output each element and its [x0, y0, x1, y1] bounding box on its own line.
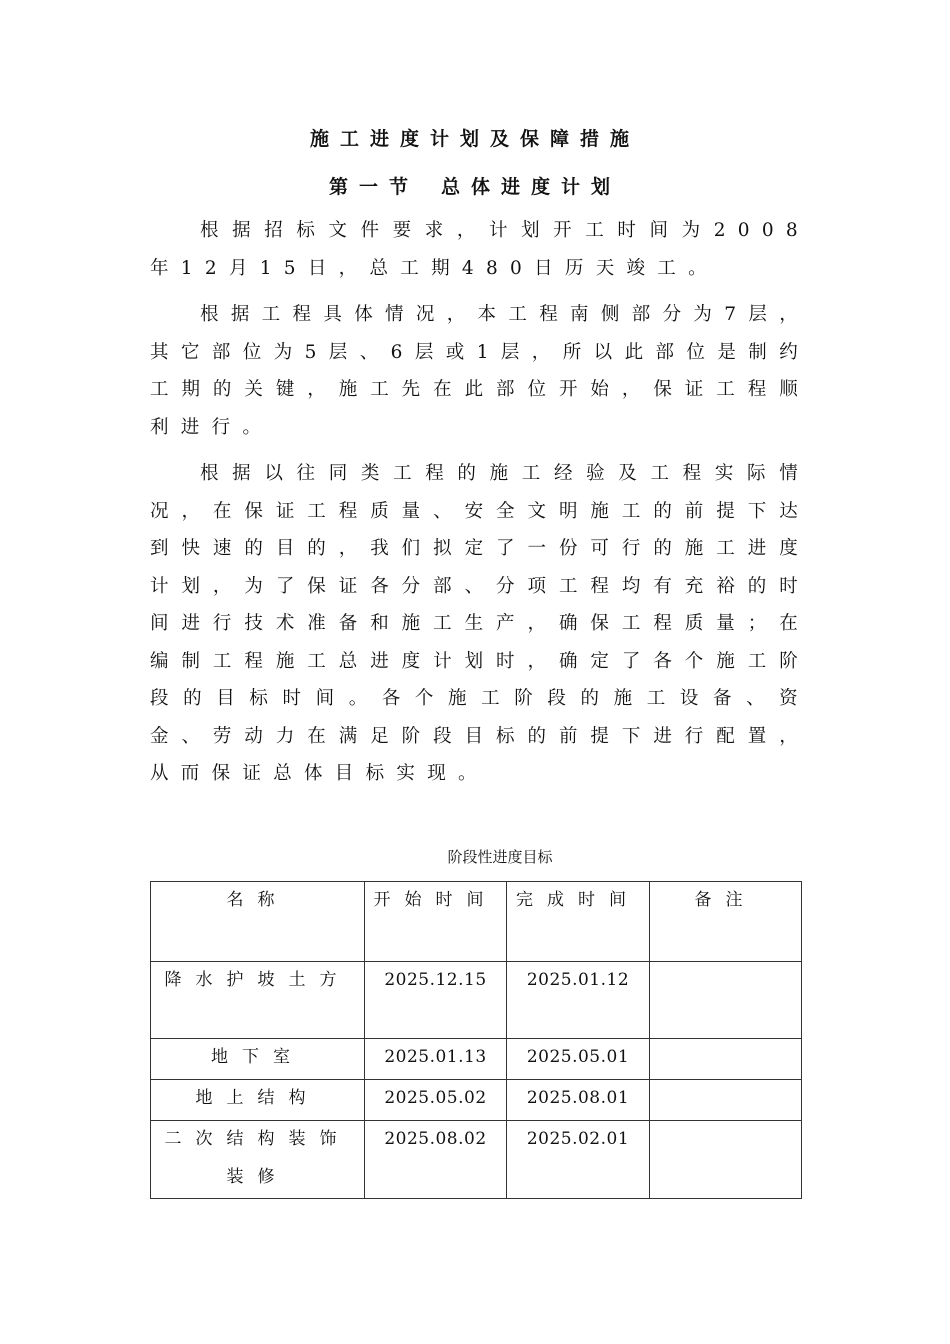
table-row [151, 1080, 802, 1121]
row-end: 2025.01.12 [507, 962, 650, 1039]
paragraph-planning: 根据以往同类工程的施工经验及工程实际情况，在保证工程质量、安全文明施工的前提下达到快速的目的，我们拟定了一份可行的施工进度计划，为了保证各分部、分项工程均有充裕的时间进行技术准备和施工生产，确保工程质量；在编制工程施工总进度计划时，确定了各个施工阶段的目标时间。各个施工阶段的施工设备、资金、劳动力在满足阶段目标的前提下进行配置，从而保证总体目标实现。 [150, 463, 810, 784]
section-label: 第一节 [328, 176, 419, 198]
section-heading [150, 172, 800, 199]
row-note [650, 1121, 802, 1199]
header-end: 完成时间 [507, 882, 650, 962]
document-title: 施工进度计划及保障措施 [309, 128, 640, 150]
table-row [151, 962, 802, 1039]
header-start: 开始时间 [365, 882, 507, 962]
row-name: 地上结构 [151, 1080, 365, 1121]
row-note [650, 1039, 802, 1080]
header-note: 备注 [650, 882, 802, 962]
row-note [650, 1080, 802, 1121]
row-start: 2025.01.13 [365, 1039, 507, 1080]
table-header-row [151, 882, 802, 962]
table-row [151, 1039, 802, 1080]
row-name: 二次结构装饰装修 [151, 1121, 365, 1199]
row-start: 2025.05.02 [365, 1080, 507, 1121]
row-note [650, 962, 802, 1039]
row-name: 降水护坡土方 [151, 962, 365, 1039]
table-row [151, 1121, 802, 1199]
row-end: 2025.08.01 [507, 1080, 650, 1121]
row-name: 地下室 [151, 1039, 365, 1080]
table-caption: 阶段性进度目标 [447, 848, 553, 866]
row-start: 2025.12.15 [365, 962, 507, 1039]
paragraph-critical-part: 根据工程具体情况，本工程南侧部分为7层，其它部位为5层、6层或1层，所以此部位是制约工期的关键，施工先在此部位开始，保证工程顺利进行。 [150, 304, 810, 438]
section-title: 总体进度计划 [441, 176, 622, 198]
row-end: 2025.02.01 [507, 1121, 650, 1199]
milestone-table [150, 881, 802, 1199]
header-name: 名称 [151, 882, 365, 962]
row-end: 2025.05.01 [507, 1039, 650, 1080]
row-start: 2025.08.02 [365, 1121, 507, 1199]
paragraph-schedule: 根据招标文件要求，计划开工时间为2008年12月15日，总工期480日历天竣工。 [150, 220, 810, 279]
